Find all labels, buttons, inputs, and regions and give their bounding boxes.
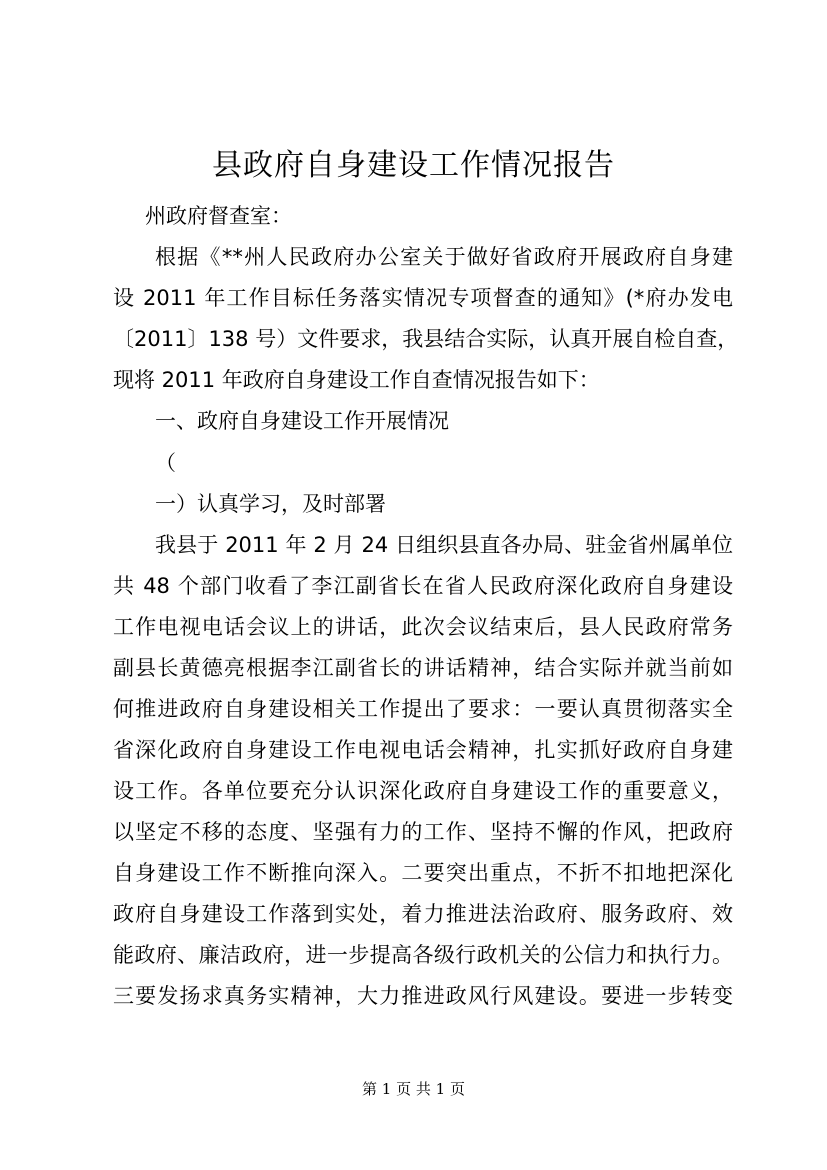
body-line: 何推进政府自身建设相关工作提出了要求：一要认真贯彻落实全 — [113, 697, 733, 721]
body-line: 能政府、廉洁政府，进一步提高各级行政机关的公信力和执行力。 — [113, 943, 733, 967]
body-line: 副县长黄德亮根据李江副省长的讲话精神，结合实际并就当前如 — [113, 656, 733, 680]
body-line: 根据《**州人民政府办公室关于做好省政府开展政府自身建 — [155, 245, 733, 269]
section-heading: 一、政府自身建设工作开展情况 — [155, 409, 449, 433]
body-line: 工作电视电话会议上的讲话，此次会议结束后，县人民政府常务 — [113, 615, 733, 639]
body-line: 共 48 个部门收看了李江副省长在省人民政府深化政府自身建设 — [113, 574, 733, 598]
body-line: 自身建设工作不断推向深入。二要突出重点，不折不扣地把深化 — [113, 861, 733, 885]
body-line: 设 2011 年工作目标任务落实情况专项督查的通知》(*府办发电 — [113, 286, 733, 310]
body-line: 省深化政府自身建设工作电视电话会精神，扎实抓好政府自身建 — [113, 738, 733, 762]
body-line: 现将 2011 年政府自身建设工作自查情况报告如下： — [113, 368, 600, 392]
document-title: 县政府自身建设工作情况报告 — [212, 148, 615, 183]
body-line: 我县于 2011 年 2 月 24 日组织县直各办局、驻金省州属单位 — [155, 533, 733, 557]
body-line: 三要发扬求真务实精神，大力推进政风行风建设。要进一步转变 — [113, 984, 733, 1008]
body-line: 〔2011〕138 号）文件要求，我县结合实际，认真开展自检自查， — [113, 327, 739, 351]
page-number: 第 1 页 共 1 页 — [362, 1080, 465, 1098]
salutation: 州政府督查室： — [145, 204, 292, 228]
body-line: 设工作。各单位要充分认识深化政府自身建设工作的重要意义， — [113, 779, 733, 803]
subsection-heading: 一）认真学习，及时部署 — [155, 492, 386, 516]
body-line: （ — [155, 451, 176, 475]
body-line: 政府自身建设工作落到实处，着力推进法治政府、服务政府、效 — [113, 902, 733, 926]
body-line: 以坚定不移的态度、坚强有力的工作、坚持不懈的作风，把政府 — [113, 820, 733, 844]
